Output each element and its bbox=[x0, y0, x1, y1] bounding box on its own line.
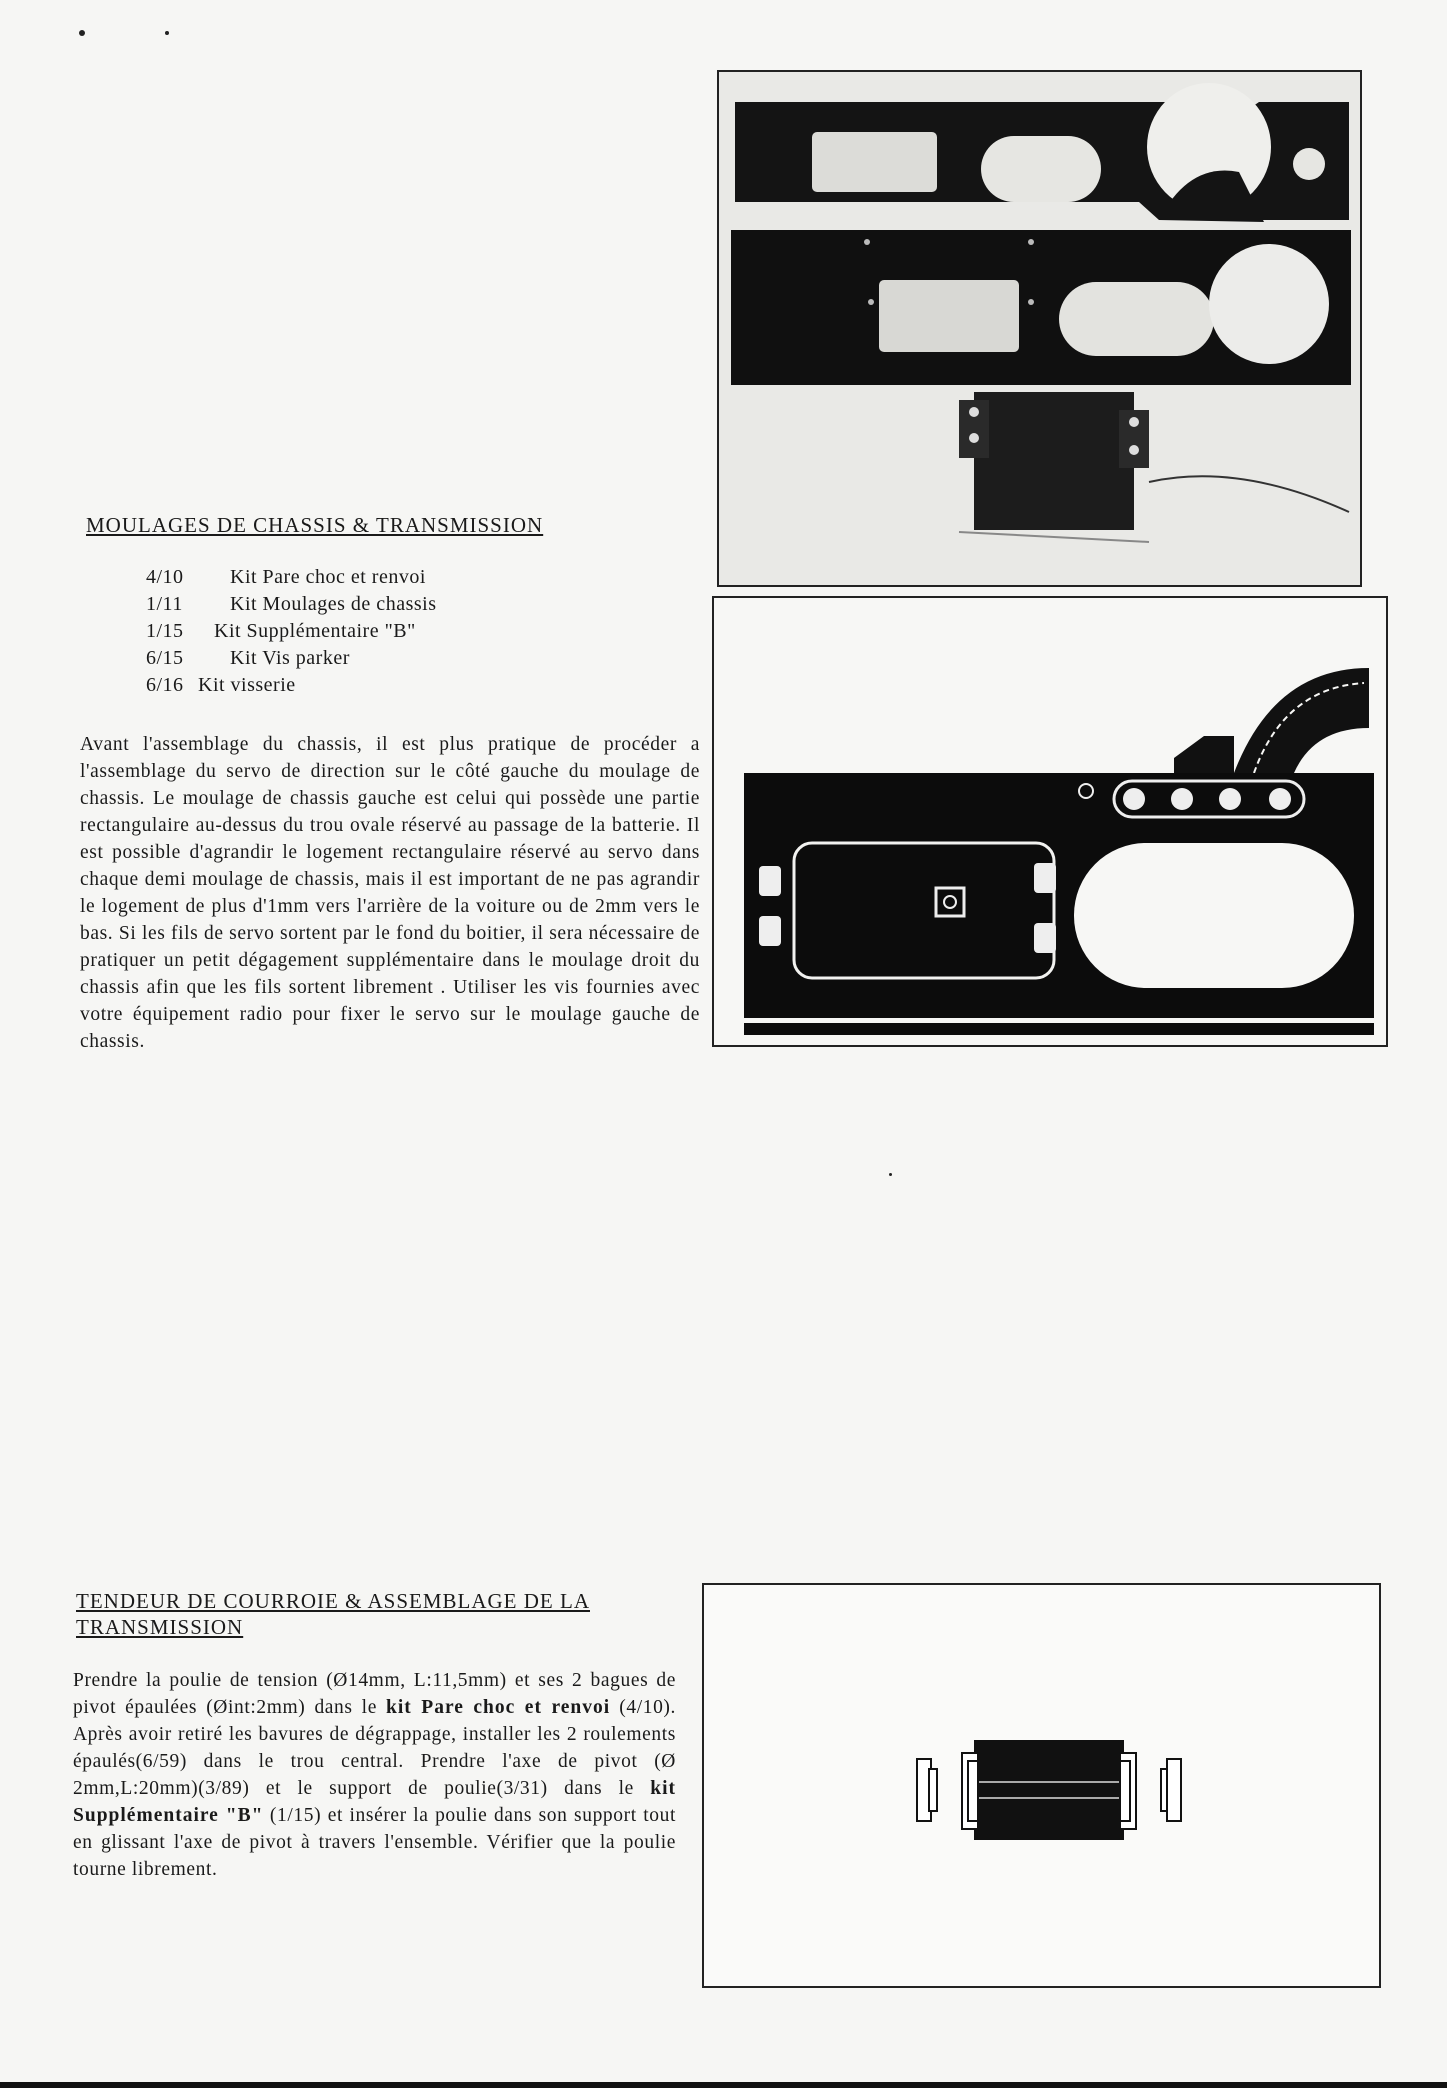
part-code: 6/16 bbox=[146, 674, 184, 696]
section-heading-line: TENDEUR DE COURROIE & ASSEMBLAGE DE LA bbox=[76, 1589, 590, 1613]
section-heading-tensioner bbox=[76, 1588, 590, 1640]
section-heading-chassis: MOULAGES DE CHASSIS & TRANSMISSION bbox=[86, 513, 544, 537]
tensioner-text: (4/10). Après avoir retiré les bavures de dégrappage, installer les 2 roulements épaulés(6/59) dans le trou central. Prendre l'axe de pivot (Ø 2mm,L:20mm)(3/89) et le support de poulie(3/31) dans le bbox=[73, 1697, 676, 1799]
part-label: Kit Moulages de chassis bbox=[230, 593, 437, 615]
parts-list-item bbox=[146, 672, 436, 699]
parts-list-item bbox=[146, 591, 436, 618]
tensioner-instructions bbox=[73, 1667, 676, 1883]
tensioner-text: (1/15) et insérer la poulie dans son support tout en glissant l'axe de pivot à travers l'ensemble. Vérifier que la poulie tourne librement. bbox=[73, 1805, 676, 1880]
part-code: 6/15 bbox=[146, 647, 184, 669]
page-bottom-edge bbox=[0, 2082, 1447, 2088]
part-label: Kit Supplémentaire "B" bbox=[214, 620, 416, 642]
kit-reference: kit Pare choc et renvoi bbox=[386, 1697, 611, 1718]
part-code: 1/11 bbox=[146, 593, 183, 615]
page-speck bbox=[79, 30, 85, 36]
parts-list-item bbox=[146, 645, 436, 672]
page-speck bbox=[165, 31, 169, 35]
parts-list-item bbox=[146, 618, 436, 645]
pulley-assembly-diagram bbox=[702, 1583, 1381, 1988]
parts-list-item bbox=[146, 564, 436, 591]
kit-reference: kit Supplémentaire "B" bbox=[73, 1778, 676, 1826]
part-label: Kit Pare choc et renvoi bbox=[230, 566, 426, 588]
part-code: 1/15 bbox=[146, 620, 184, 642]
chassis-servo-diagram bbox=[712, 596, 1388, 1047]
section-heading-line: TRANSMISSION bbox=[76, 1615, 244, 1639]
part-label: Kit visserie bbox=[198, 674, 296, 696]
part-label: Kit Vis parker bbox=[230, 647, 350, 669]
chassis-servo-photo bbox=[717, 70, 1362, 587]
page-speck bbox=[889, 1173, 892, 1176]
part-code: 4/10 bbox=[146, 566, 184, 588]
chassis-instructions: Avant l'assemblage du chassis, il est plus pratique de procéder a l'assemblage du servo de direction sur le côté gauche du moulage de chassis. Le moulage de chassis gauche est celui qui possède une partie rectangulaire au-dessus du trou ovale réservé au passage de la batterie. Il est possible d'agrandir le logement rectangulaire réservé au servo dans chaque demi moulage de chassis, mais il est important de ne pas agrandir le logement de plus d'1mm vers l'arrière de la voiture ou de 2mm vers le bas. Si les fils de servo sortent par le fond du boitier, il sera nécessaire de pratiquer un petit dégagement supplémentaire dans le moulage droit du chassis afin que les fils sortent librement . Utiliser les vis fournies avec votre équipement radio pour fixer le servo sur le moulage gauche de chassis. bbox=[80, 734, 700, 1052]
tensioner-text: Prendre la poulie de tension (Ø14mm, L:11,5mm) et ses 2 bagues de pivot épaulées (Øint:2mm) dans le bbox=[73, 1670, 676, 1718]
parts-list bbox=[146, 564, 436, 699]
